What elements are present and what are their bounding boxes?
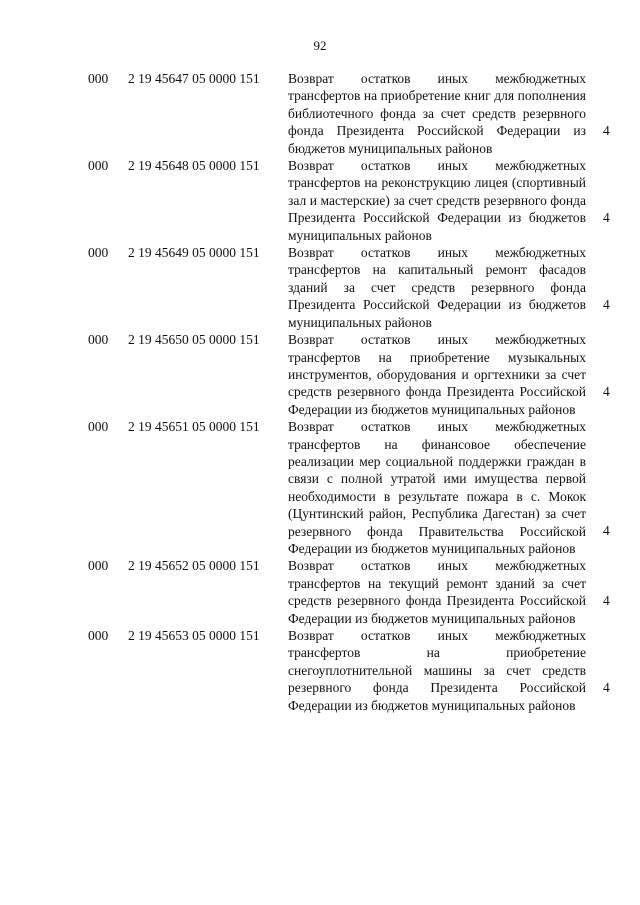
admin-code: 000 [88,419,109,435]
row-description: Возврат остатков иных межбюджетных трансфертов на реконструкцию лицея (спортивный зал и мастерские) за счет средств резервного фонда Президента Российской Федерации из бюджетов муниципальных районов [288,158,586,243]
budget-classification-code: 2 19 45652 05 0000 151 [128,558,260,574]
admin-code: 000 [88,332,109,348]
row-level: 4 [603,122,610,138]
row-level: 4 [603,383,610,399]
row-level: 4 [603,522,610,538]
row-level: 4 [603,679,610,695]
table-row [0,418,640,557]
budget-classification-code: 2 19 45649 05 0000 151 [128,245,260,261]
table-row [0,244,640,331]
table-row [0,331,640,418]
row-description: Возврат остатков иных межбюджетных трансфертов на приобретение снегоуплотнительной машины за счет средств резервного фонда Президента Российской Федерации из бюджетов муниципальных районов [288,628,586,713]
table-row [0,627,640,714]
admin-code: 000 [88,558,109,574]
budget-classification-code: 2 19 45650 05 0000 151 [128,332,260,348]
admin-code: 000 [88,245,109,261]
row-level: 4 [603,592,610,608]
admin-code: 000 [88,158,109,174]
row-description: Возврат остатков иных межбюджетных трансфертов на приобретение музыкальных инструментов, оборудования и оргтехники за счет средств резервного фонда Президента Российской Федерации из бюджетов муниципальных районов [288,332,586,417]
table-row [0,70,640,157]
admin-code: 000 [88,628,109,643]
page-number: 92 [313,38,327,53]
budget-classification-code: 2 19 45651 05 0000 151 [128,419,260,435]
admin-code: 000 [88,71,109,86]
budget-classification-code: 2 19 45653 05 0000 151 [128,628,260,643]
row-description: Возврат остатков иных межбюджетных трансфертов на текущий ремонт зданий за счет средств резервного фонда Президента Российской Федерации из бюджетов муниципальных районов [288,558,586,626]
budget-code-table [0,70,640,714]
row-description: Возврат остатков иных межбюджетных трансфертов на приобретение книг для пополнения библиотечного фонда за счет средств резервного фонда Президента Российской Федерации из бюджетов муниципальных районов [288,71,586,156]
budget-classification-code: 2 19 45648 05 0000 151 [128,158,260,174]
row-description: Возврат остатков иных межбюджетных трансфертов на финансовое обеспечение реализации мер социальной поддержки граждан в связи с полной утратой ими имущества первой необходимости в результате пожара в с. Мокок (Цунтинский район, Республика Дагестан) за счет резервного фонда Правительства Российской Федерации из бюджетов муниципальных районов [288,419,586,556]
row-level: 4 [603,296,610,312]
table-row [0,557,640,627]
row-description: Возврат остатков иных межбюджетных трансфертов на капитальный ремонт фасадов зданий за счет средств резервного фонда Президента Российской Федерации из бюджетов муниципальных районов [288,245,586,330]
row-level: 4 [603,209,610,225]
table-row [0,157,640,244]
budget-classification-code: 2 19 45647 05 0000 151 [128,71,260,86]
